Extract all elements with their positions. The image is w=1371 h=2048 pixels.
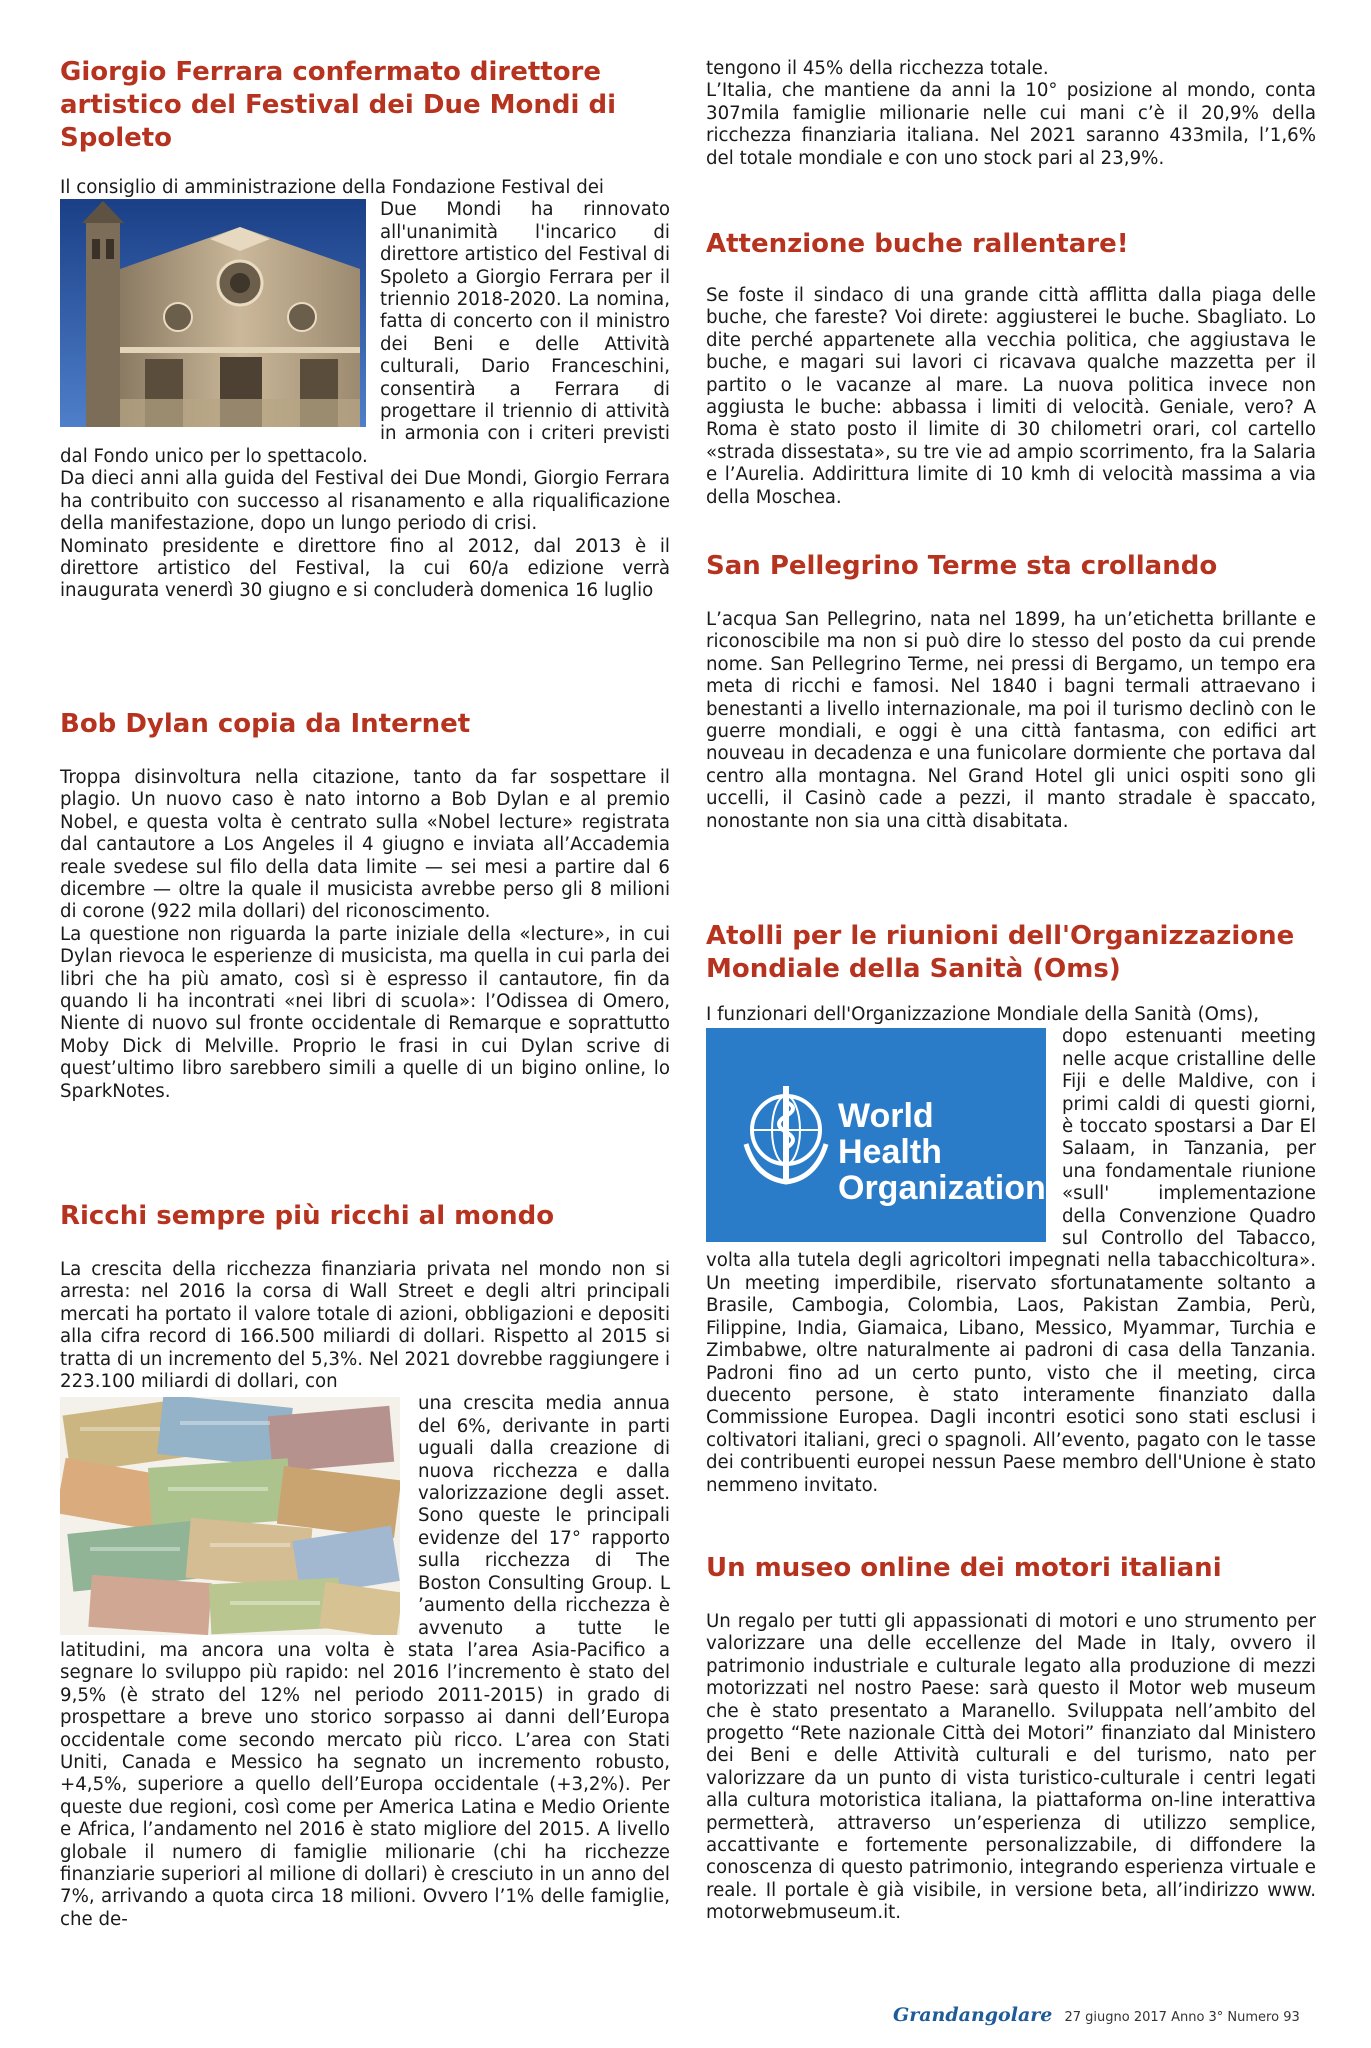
article-oms [706,920,1316,1497]
headline-ricchi: Ricchi sempre più ricchi al mondo [60,1201,555,1231]
ricchi-p2: L’Italia, che mantiene da anni la 10° posizione al mondo, conta 307mila famiglie milionarie nelle cui mani c’è il 20,9% della ricchezza finanziaria italiana. Nel 2021 saranno 433mila, l’1,6% del totale mondiale e con uno stock pari al 23,9%. [706,80,1316,169]
ferrara-p3: Nominato presidente e direttore fino al 2012, dal 2013 è il direttore artistico del Festival, la cui 60/a edizione verrà inaugurata venerdì 30 giugno e si concluderà domenica 16 luglio [60,535,670,602]
buche-p1: Se foste il sindaco di una grande città afflitta dalla piaga delle buche, che fareste? Voi direte: aggiusterei le buche. Sbagliato. Lo dite perché appartenete alla vecchia politica, che aggiustava le buche, e magari sui lavori ci ricavava qualche mazzetta per il partito o le vacanze al mare. La nuova politica invece non aggiusta le buche: abbassa i limiti di velocità. Geniale, vero? A Roma è stato posto il limite di 30 chilometri orari, col cartello «strada dissestata», su tre vie ad ampio scorrimento, fra la Salaria e l’Aurelia. Addirittura limite di 10 kmh di velocità massima a via della Moschea. [706,285,1316,508]
headline-pellegrino: San Pellegrino Terme sta crollando [706,551,1218,581]
headline-dylan: Bob Dylan copia da Internet [60,709,471,739]
ricchi-body: una crescita media annua del 6%, derivante in parti uguali dalla creazione di nuova ricchezza e dalla valorizzazione degli asset. Sono queste le principali evidenze del 17° rapporto sulla ricchezza di The Boston Consulting Group. L ’aumento della ricchezza è avvenuto a tutte le latitudini, ma ancora una volta è stata l’area Asia-Pacifico a segnare lo sviluppo più rapido: nel 2016 l’incremento è stato del 9,5% (è strato del 12% nel periodo 2011-2015) in grado di prospettare a breve uno storico sorpasso ai danni dell’Europa occidentale come secondo mercato più ricco. L’area con Stati Uniti, Canada e Messico ha segnato un incremento robusto, +4,5%, superiore a quello dell’Europa occidentale (+3,2%). Per queste due regioni, così come per America Latina e Medio Oriente e Africa, l’andamento nel 2016 è stato migliore del 2015. A livello globale il numero di famiglie milionarie (chi ha ricchezze finanziarie superiori al milione di dollari) è cresciuto in un anno del 7%, arrivando a quota circa 18 milioni. Ovvero l’1% delle famiglie, che de- [60,1393,670,1930]
oms-body: dopo estenuanti meeting nelle acque cristalline delle Fiji e delle Maldive, con i primi caldi di questi giorni, è toccato spostarsi a Dar El Salaam, in Tanzania, per una fondamentale riunione «sull' implementazione della Convenzione Quadro sul Controllo del Tabacco, volta alla tutela degli agricoltori impegnati nella tabacchicoltura». Un meeting imperdibile, riservato sfortunatamente soltanto a Brasile, Cambogia, Colombia, Laos, Pakistan Zambia, Perù, Filippine, India, Giamaica, Libano, Messico, Myammar, Turchia e Zimbabwe, oltre naturalmente ai padroni di casa della Tanzania. Padroni fino ad un certo punto, visto che il meeting, circa duecento persone, è stato interamente finanziato dalla Commissione Europea. Dagli incontri esotici sono stati esclusi i coltivatori italiani, greci o spagnoli. All’evento, pagato con le tasse dei contribuenti europei nessun Paese membro dell'Unione è stato nemmeno invitato. [706,1026,1316,1496]
article-ricchi [60,1200,670,1931]
headline-museo: Un museo online dei motori italiani [706,1553,1222,1583]
ricchi-intro: La crescita della ricchezza finanziaria privata nel mondo non si arresta: nel 2016 la corsa di Wall Street e degli altri principali mercati ha portato il valore totale di azioni, obbligazioni e depositi alla cifra record di 166.500 miliardi di dollari. Rispetto al 2015 si tratta di un incremento del 5,3%. Nel 2021 dovrebbe raggiungere i 223.100 miliardi di dollari, con [60,1259,670,1393]
article-dylan [60,708,670,1103]
dylan-p2: La questione non riguarda la parte iniziale della «lecture», in cui Dylan rievoca le esperienze di musicista, ma quella in cui parla dei libri che ha più amato, così si è espresso il cantautore, fin da quando li ha incontrati «nei libri di scuola»: l’Odissea di Omero, Niente di nuovo sul fronte occidentale di Remarque e soprattutto Moby Dick di Melville. Proprio le frasi in cui Dylan scrive di quest’ultimo libro sarebbero simili a quelle di un bigino online, lo SparkNotes. [60,923,670,1102]
footer-brand: Grandangolare [893,2004,1053,2026]
article-buche [706,228,1316,509]
oms-intro: I funzionari dell'Organizzazione Mondiale della Sanità (Oms), [706,1004,1260,1025]
article-ferrara [60,56,670,603]
who-logo-text [838,1098,1046,1206]
footer-issue: 27 giugno 2017 Anno 3° Numero 93 [1064,2010,1300,2025]
museo-p1: Un regalo per tutti gli appassionati di motori e uno strumento per valorizzare una delle eccellenze del Made in Italy, ovvero il patrimonio industriale e culturale legato alla produzione di mezzi motorizzati nel nostro Paese: sarà questo il Motor web museum che è stato presentato a Maranello. Sviluppata nell’ambito del progetto “Rete nazionale Città dei Motori” finanziato dal Ministero dei Beni e delle Attività culturali e del turismo, nato per valorizzare da un punto di vista turistico-culturale i centri legati alla cultura motoristica italiana, la piattaforma on-line interattiva permetterà, attraverso un’esperienza di utilizzo semplice, accattivante e fortemente personalizzabile, di diffondere la conoscenza di questo patrimonio, integrando esperienza virtuale e reale. Il portale è già visibile, in versione beta, all’indirizzo www. motorwebmuseum.it. [706,1611,1316,1924]
ferrara-body: Due Mondi ha rinnovato all'unanimità l'incarico di direttore artistico del Festival di Spoleto a Giorgio Ferrara per il triennio 2018-2020. La nomina, fatta di concerto con il ministro dei Beni e delle Attività culturali, Dario Franceschini, consentirà a Ferrara di progettare il triennio di attività in armonia con i criteri previsti dal Fondo unico per lo spettacolo. [60,199,670,467]
dylan-p1: Troppa disinvoltura nella citazione, tanto da far sospettare il plagio. Un nuovo caso è nato intorno a Bob Dylan e al premio Nobel, e questa volta è centrato sulla «Nobel lecture» registrata dal cantautore a Los Angeles il 4 giugno e inviata all’Accademia reale svedese sul filo della data limite — sei mesi a partire dal 6 dicembre — oltre la quale il musicista avrebbe perso gli 8 milioni di corone (922 mila dollari) del riconoscimento. [60,767,670,923]
spoleto-cathedral-photo [60,199,366,427]
ferrara-p2: Da dieci anni alla guida del Festival dei Due Mondi, Giorgio Ferrara ha contribuito con successo al risanamento e alla riqualificazione della manifestazione, dopo un lungo periodo di crisi. [60,468,670,535]
headline-buche: Attenzione buche rallentare! [706,229,1129,259]
who-emblem-icon [726,1074,846,1194]
headline-oms: Atolli per le riunioni dell'Organizzazione Mondiale della Sanità (Oms) [706,921,1295,984]
who-line1: World Health [838,1097,942,1172]
article-ricchi-cont [706,58,1316,170]
page-footer [893,2004,1300,2026]
ricchi-cont: tengono il 45% della ricchezza totale. [706,58,1049,79]
article-museo [706,1552,1316,1925]
headline-ferrara: Giorgio Ferrara confermato direttore artistico del Festival dei Due Mondi di Spoleto [60,57,617,153]
pellegrino-p1: L’acqua San Pellegrino, nata nel 1899, ha un’etichetta brillante e riconoscibile ma non si può dire lo stesso del posto da cui prende nome. San Pellegrino Terme, nei pressi di Bergamo, un tempo era meta di ricchi e famosi. Nel 1840 i bagni termali attraevano i benestanti a livello internazionale, ma poi il turismo declinò con le guerre mondiali, e oggi è una città fantasma, con edifici art nouveau in decadenza e una funicolare dormiente che portava dal centro alla montagna. Nel Grand Hotel gli unici ospiti sono gli uccelli, il Casinò cade a pezzi, il manto stradale è spaccato, nonostante non sia una città disabitata. [706,609,1316,832]
who-logo [706,1028,1046,1242]
article-pellegrino [706,550,1316,833]
ferrara-intro: Il consiglio di amministrazione della Fondazione Festival dei [60,177,604,198]
who-line2: Organization [838,1169,1046,1208]
banknotes-photo [60,1397,400,1635]
